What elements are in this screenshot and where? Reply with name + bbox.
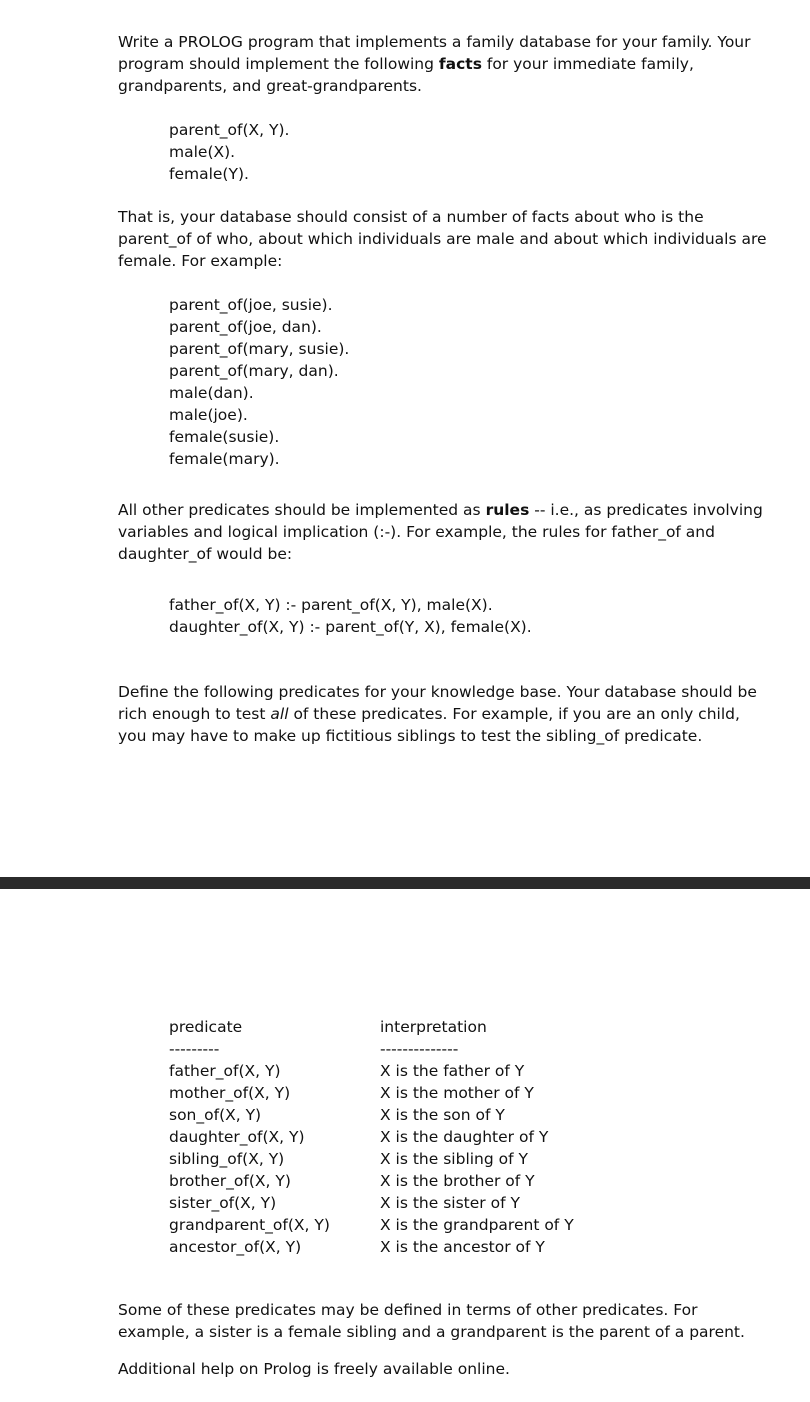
intro-line-2-post: for your immediate family, (481, 55, 694, 73)
closing-paragraph (118, 1299, 745, 1343)
rules-line-1-post: -- i.e., as predicates involving (529, 501, 763, 519)
example-facts (169, 294, 349, 470)
interpretation-cell: X is the sibling of Y (380, 1150, 528, 1168)
interpretation-header-rule: -------------- (380, 1040, 459, 1058)
that-is-line-2: parent_of of who, about which individuals are male and about which individuals are (118, 230, 767, 248)
intro-line-2-pre: program should implement the following (118, 55, 439, 73)
closing-line-2: example, a sister is a female sibling and a grandparent is the parent of a parent. (118, 1323, 745, 1341)
interpretation-cell: X is the ancestor of Y (380, 1238, 545, 1256)
closing-line-1: Some of these predicates may be defined in terms of other predicates. For (118, 1301, 698, 1319)
intro-line-1: Write a PROLOG program that implements a family database for your family. Your (118, 33, 751, 51)
predicate-cell: father_of(X, Y) (169, 1062, 281, 1080)
define-line-2-post: of these predicates. For example, if you are an only child, (288, 705, 740, 723)
example-fact: parent_of(mary, dan). (169, 362, 339, 380)
interpretation-cell: X is the mother of Y (380, 1084, 534, 1102)
example-fact: male(dan). (169, 384, 254, 402)
rules-line-3: daughter_of would be: (118, 545, 293, 563)
predicate-cell: daughter_of(X, Y) (169, 1128, 305, 1146)
predicate-cell: ancestor_of(X, Y) (169, 1238, 302, 1256)
interpretation-cell: X is the grandparent of Y (380, 1216, 574, 1234)
rules-line-1-pre: All other predicates should be implemented as (118, 501, 486, 519)
predicate-column (169, 1016, 330, 1258)
define-line-2-pre: rich enough to test (118, 705, 271, 723)
intro-line-3: grandparents, and great-grandparents. (118, 77, 422, 95)
predicate-header-rule: --------- (169, 1040, 220, 1058)
that-is-paragraph (118, 206, 767, 272)
fact-templates (169, 119, 289, 185)
example-fact: male(joe). (169, 406, 248, 424)
fact-template: male(X). (169, 143, 236, 161)
define-line-1: Define the following predicates for your knowledge base. Your database should be (118, 683, 757, 701)
rules-bold-term: rules (485, 501, 530, 519)
rules-paragraph (118, 499, 763, 565)
interpretation-column (380, 1016, 574, 1258)
predicate-cell: sibling_of(X, Y) (169, 1150, 285, 1168)
facts-bold-term: facts (438, 55, 482, 73)
that-is-line-3: female. For example: (118, 252, 283, 270)
example-fact: parent_of(mary, susie). (169, 340, 350, 358)
example-rules (169, 594, 532, 638)
predicate-cell: grandparent_of(X, Y) (169, 1216, 330, 1234)
example-rule: father_of(X, Y) :- parent_of(X, Y), male(X). (169, 596, 493, 614)
interpretation-header: interpretation (380, 1018, 487, 1036)
example-fact: female(susie). (169, 428, 280, 446)
interpretation-cell: X is the son of Y (380, 1106, 505, 1124)
example-fact: female(mary). (169, 450, 280, 468)
help-paragraph (118, 1358, 730, 1380)
predicate-cell: sister_of(X, Y) (169, 1194, 277, 1212)
rules-line-2: variables and logical implication (:-). For example, the rules for father_of and (118, 523, 715, 541)
define-paragraph (118, 681, 757, 747)
predicate-cell: brother_of(X, Y) (169, 1172, 291, 1190)
that-is-line-1: That is, your database should consist of a number of facts about who is the (118, 208, 704, 226)
interpretation-cell: X is the father of Y (380, 1062, 525, 1080)
intro-paragraph (118, 31, 751, 97)
rules-line-1 (118, 499, 763, 521)
predicate-cell: son_of(X, Y) (169, 1106, 262, 1124)
example-fact: parent_of(joe, dan). (169, 318, 322, 336)
define-line-3: you may have to make up fictitious siblings to test the sibling_of predicate. (118, 727, 703, 745)
predicate-cell: mother_of(X, Y) (169, 1084, 291, 1102)
interpretation-cell: X is the sister of Y (380, 1194, 520, 1212)
help-line: Additional help on Prolog is freely available online. (118, 1360, 510, 1378)
example-fact: parent_of(joe, susie). (169, 296, 333, 314)
fact-template: parent_of(X, Y). (169, 121, 290, 139)
interpretation-cell: X is the brother of Y (380, 1172, 535, 1190)
page-divider (0, 877, 810, 889)
interpretation-cell: X is the daughter of Y (380, 1128, 549, 1146)
predicate-header: predicate (169, 1018, 243, 1036)
all-italic-term: all (270, 705, 289, 723)
fact-template: female(Y). (169, 165, 249, 183)
define-line-2 (118, 703, 740, 725)
example-rule: daughter_of(X, Y) :- parent_of(Y, X), female(X). (169, 618, 532, 636)
intro-line-2 (118, 53, 730, 75)
